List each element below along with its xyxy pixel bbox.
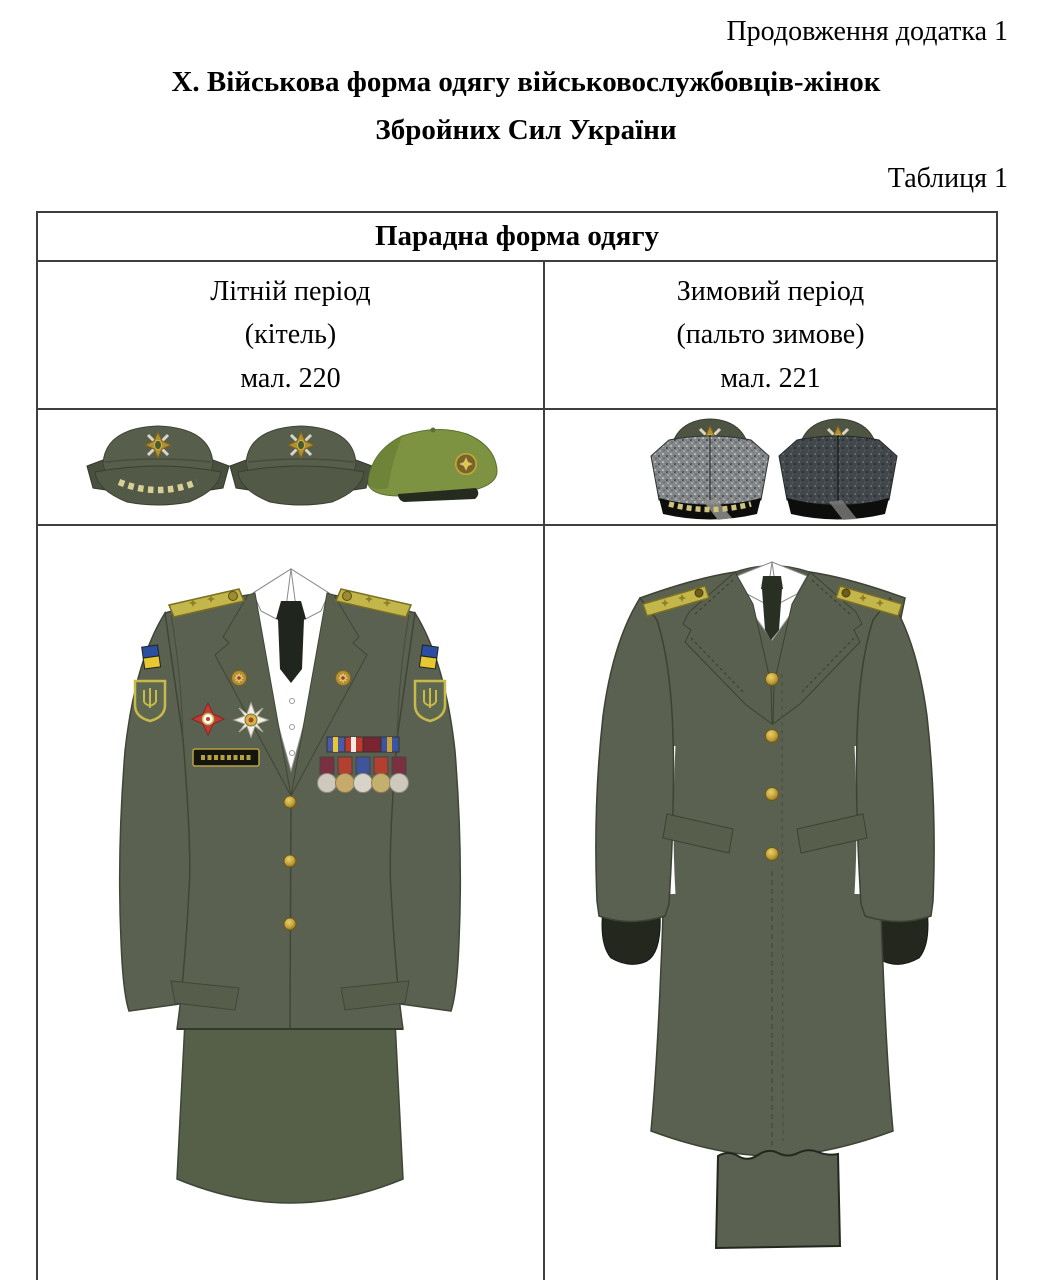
coat-button: [766, 730, 779, 743]
left-coat-sleeve: [596, 598, 674, 922]
coat-button: [766, 788, 779, 801]
section-title-line2: Збройних Сил України: [375, 114, 677, 146]
coat-button: [766, 673, 779, 686]
right-sleeve-shield-patch: [415, 681, 445, 721]
coat-button: [766, 848, 779, 861]
shirt-button: [290, 751, 295, 756]
left-sleeve-flag-patch: [142, 645, 161, 669]
period-header-row: [38, 262, 996, 410]
uniform-row: [38, 526, 996, 1280]
skirt: [177, 1021, 403, 1203]
shirt-button: [290, 699, 295, 704]
collar-emblem-icon: [232, 671, 247, 686]
winter-headwear-cell: [545, 410, 996, 524]
winter-hat-gray-laurel-illustration: [645, 412, 775, 520]
summer-figure-ref: мал. 220: [240, 362, 341, 394]
cap-visor: [238, 466, 364, 505]
uniform-table: [36, 211, 998, 1280]
summer-period-cell: [38, 262, 545, 408]
tie-knot: [276, 601, 306, 619]
jacket-button: [284, 796, 296, 808]
section-title-line1: Х. Військова форма одягу військовослужбовців-жінок: [171, 66, 881, 98]
summer-service-cap-plain-illustration: [226, 416, 376, 516]
summer-uniform-illustration: [105, 551, 475, 1211]
name-plate: [193, 749, 259, 766]
left-sleeve-shield-patch: [135, 681, 165, 721]
cap-cockade-cross-icon: [288, 432, 314, 458]
cap-cockade-cross-icon: [145, 432, 171, 458]
shirt-button: [290, 725, 295, 730]
summer-uniform-cell: [38, 526, 545, 1280]
green-beret-illustration: [362, 422, 502, 510]
jacket-button: [284, 918, 296, 930]
beret-cockade-icon: [456, 454, 476, 474]
winter-hat-dark-plain-illustration: [773, 412, 903, 520]
front-seam: [290, 796, 291, 1029]
jacket-button: [284, 855, 296, 867]
winter-uniform-cell: [545, 526, 996, 1280]
appendix-continuation-note: Продовження додатка 1: [726, 16, 1008, 47]
winter-period-cell: [545, 262, 996, 408]
right-coat-sleeve: [857, 598, 935, 922]
cap-visor: [95, 466, 221, 505]
beret-stem: [431, 428, 436, 433]
tie-knot: [761, 576, 783, 589]
collar-emblem-icon: [336, 671, 351, 686]
winter-uniform-illustration: [585, 546, 945, 1251]
table-header-row: [38, 213, 996, 262]
medal-group: [318, 757, 409, 793]
ribbon-bar: [327, 737, 399, 752]
summer-garment-label: (кітель): [244, 319, 337, 350]
summer-service-cap-laurel-illustration: [83, 416, 233, 516]
skirt-under-coat: [716, 1150, 840, 1248]
order-star-decoration: [234, 703, 268, 737]
winter-garment-label: (пальто зимове): [676, 319, 865, 350]
table-caption: Таблиця 1: [887, 163, 1008, 194]
right-sleeve-flag-patch: [419, 645, 438, 669]
table-header-label: Парадна форма одягу: [374, 220, 660, 252]
winter-period-label: Зимовий період: [676, 275, 865, 307]
summer-headwear-cell: [38, 410, 545, 524]
summer-period-label: Літній період: [210, 275, 371, 307]
winter-figure-ref: мал. 221: [720, 362, 821, 394]
headwear-row: [38, 410, 996, 526]
